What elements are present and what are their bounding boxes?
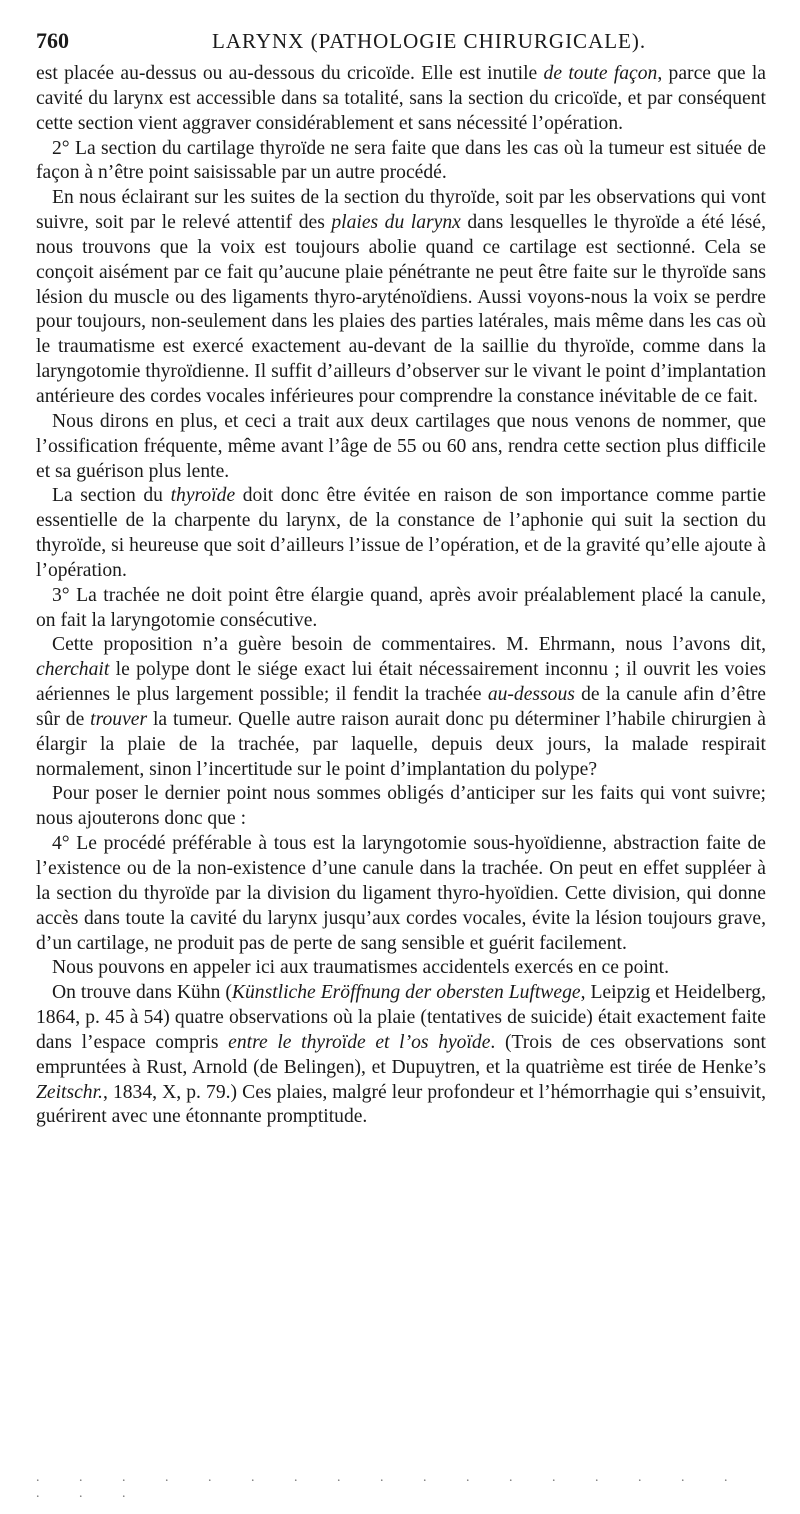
text-run: La section du <box>52 485 171 507</box>
text-run: En nous éclairant sur les suites de la section du thyroïde, soit par les observations qui vont suivre, soit par le relevé attentif des <box>36 187 766 234</box>
paragraph <box>36 832 766 956</box>
paragraph <box>36 137 766 187</box>
paragraph <box>36 782 766 832</box>
text-run: le polype dont le siége exact lui était nécessairement inconnu ; il ouvrit les voies aériennes le plus largement possible; il fendit la trachée <box>36 659 766 706</box>
text-run: de la canule afin d’être sûr de <box>36 684 766 730</box>
text-run: 4° Le procédé préférable à tous est la laryngotomie sous-hyoïdienne, abstraction faite de l’existence ou de la non-existence d’une canule dans la trachée. On peut en effet suppléer à la section du thyroïde par la division du ligament thyro-hyoïdien. Cette division, qui donne accès dans toute la cavité du larynx jusqu’aux cordes vocales, évite la lésion toujours grave, d’un cartilage, ne produit pas de perte de sang sensible et guérit facilement. <box>36 833 766 954</box>
text-run: , parce que la cavité du larynx est accessible dans sa totalité, sans la section du cricoïde, et par conséquent cette section vient aggraver considérablement et sans nécessité l’opération. <box>36 63 767 134</box>
italic-text: Künstliche Eröffnung der obersten Luftwege <box>231 982 581 1004</box>
running-head <box>36 28 766 58</box>
text-run: , Leipzig et Heidelberg, 1864, p. 45 à 54) quatre observations où la plaie (tentatives de suicide) était exactement faite dans l’espace compris <box>36 982 766 1053</box>
text-run: dans lesquelles le thyroïde a été lésé, nous trouvons que la voix est toujours abolie quand ce cartilage est sectionné. Cela se conçoit aisément par ce fait qu’aucune plaie pénétrante ne peut être faite sur le thyroïde sans lésion du muscle ou des ligaments thyro-aryténoïdiens. Aussi voyons-nous la voix se perdre pour toujours, non-seulement dans les plaies des parties latérales, mais même dans les cas où le traumatisme est exercé exactement au-devant de la saillie du thyroïde, comme dans la laryngotomie thyroïdienne. Il suffit d’ailleurs d’observer sur le vivant le point d’implantation antérieure des cordes vocales inférieures pour comprendre la constance inévitable de ce fait. <box>36 212 767 407</box>
book-page <box>36 28 766 1130</box>
text-run: On trouve dans Kühn ( <box>52 982 232 1004</box>
italic-text: de toute façon <box>543 63 658 84</box>
text-run: doit donc être évitée en raison de son importance comme partie essentielle de la charpente du larynx, de la constance de l’aphonie qui suit la section du thyroïde, si heureuse que soit d’ailleurs l’issue de l’opération, et de la gravité qu’elle ajoute à l’opération. <box>36 485 766 581</box>
paragraph <box>36 186 766 410</box>
text-run: Nous dirons en plus, et ceci a trait aux deux cartilages que nous venons de nommer, que l’ossification fréquente, même avant l’âge de 55 ou 60 ans, rendra cette section plus difficile et sa guérison plus lente. <box>36 410 766 482</box>
italic-text: au-dessous <box>487 684 575 706</box>
paragraph <box>36 584 766 634</box>
running-title: LARYNX (PATHOLOGIE CHIRURGICALE). <box>212 29 647 53</box>
text-run: Pour poser le dernier point nous sommes obligés d’anticiper sur les faits qui vont suivre; nous ajouterons donc que : <box>36 783 766 830</box>
paragraph <box>36 410 766 485</box>
text-run: Cette proposition n’a guère besoin de commentaires. M. Ehrmann, nous l’avons dit, <box>52 634 766 656</box>
italic-text: thyroïde <box>170 485 236 507</box>
text-run: , 1834, X, p. 79.) Ces plaies, malgré leur profondeur et l’hémorrhagie qui s’ensuivit, guérirent avec une étonnante promptitude. <box>36 1081 766 1128</box>
italic-text: trouver <box>90 708 148 730</box>
italic-text: cherchait <box>36 659 110 681</box>
paragraph <box>36 981 766 1130</box>
paragraph <box>36 956 766 981</box>
text-run: . (Trois de ces observations sont empruntées à Rust, Arnold (de Belingen), et Dupuytren, et la quatrième est tirée de Henke’s <box>36 1031 766 1078</box>
text-run: 3° La trachée ne doit point être élargie quand, après avoir préalablement placé la canule, on fait la laryngotomie consécutive. <box>36 584 766 631</box>
text-run: la tumeur. Quelle autre raison aurait donc pu déterminer l’habile chirurgien à élargir la plaie de la trachée, par laquelle, depuis deux jours, la malade respirait normalement, sinon l’incertitude sur le point d’implantation du polype? <box>36 708 766 780</box>
page-bottom-specks: . . . . . . . . . . . . . . . . . . . . <box>36 1470 746 1501</box>
italic-text: Zeitschr. <box>36 1081 103 1103</box>
paragraph <box>36 484 766 583</box>
text-run: 2° La section du cartilage thyroïde ne sera faite que dans les cas où la tumeur est située de façon à n’être point saisissable par un autre procédé. <box>36 137 766 184</box>
italic-text: entre le thyroïde et l’os hyoïde <box>228 1031 491 1053</box>
italic-text: plaies du larynx <box>331 212 461 234</box>
text-run: Nous pouvons en appeler ici aux traumatismes accidentels exercés en ce point. <box>52 957 669 979</box>
paragraph <box>36 633 766 782</box>
body-text <box>36 62 766 1130</box>
page-number: 760 <box>36 28 69 53</box>
paragraph <box>36 62 766 137</box>
text-run: est placée au-dessus ou au-dessous du cricoïde. Elle est inutile <box>36 63 544 84</box>
